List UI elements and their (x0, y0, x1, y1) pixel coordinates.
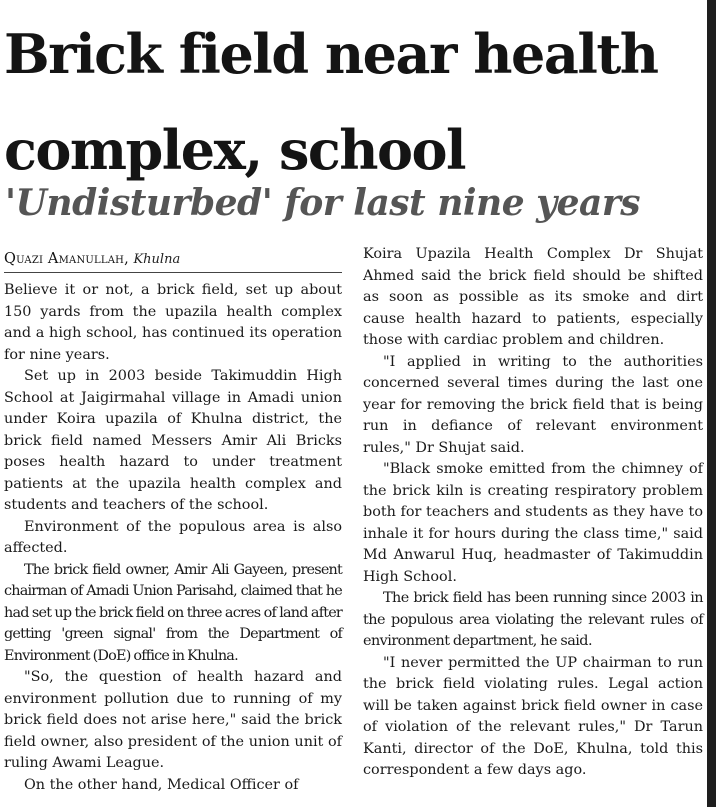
right-paragraph-2: "I applied in writing to the authorities concerned several times during the last one year for removing the brick field that is being run in defiance of relevant environment rules," Dr Shujat said. (363, 353, 703, 456)
left-paragraph-3: Environment of the populous area is also affected. (4, 518, 342, 556)
left-column (4, 246, 342, 796)
headline-line-1: Brick field near health (4, 22, 658, 86)
right-paragraph-5: "I never permitted the UP chairman to run the brick field violating rules. Legal action will be taken against brick field owner in case of violation of the relevant rules," Dr Tarun Kanti, director of the DoE, Khulna, told this correspondent a few days ago. (363, 654, 703, 778)
byline (4, 246, 342, 273)
left-paragraph-5: "So, the question of health hazard and environment pollution due to running of my brick field does not arise here," said the brick field owner, also president of the union unit of ruling Awami League. (4, 669, 342, 771)
right-column (363, 244, 703, 782)
byline-author: Quazi Amanullah, (4, 251, 129, 267)
left-paragraph-1: Believe it or not, a brick field, set up about 150 yards from the upazila health complex and a high school, has continued its operation for nine years. (4, 282, 342, 363)
byline-location: Khulna (133, 252, 181, 267)
headline (4, 6, 707, 198)
right-paragraph-4: The brick field has been running since 2003 in the populous area violating the relevant rules of environment department, he said. (363, 590, 703, 649)
page-edge-border (707, 0, 716, 807)
right-paragraph-3: "Black smoke emitted from the chimney of the brick kiln is creating respiratory problem both for teachers and students as they have to inhale it for hours during the class time," said Md Anwarul Huq, headmaster of Takimuddin High School. (363, 461, 703, 585)
left-paragraph-6: On the other hand, Medical Officer of (24, 776, 299, 793)
right-paragraph-1: Koira Upazila Health Complex Dr Shujat Ahmed said the brick field should be shifted as soon as possible as its smoke and dirt cause health hazard to patients, especially those with cardiac problem and children. (363, 246, 703, 348)
headline-line-2: complex, school (4, 118, 466, 182)
left-paragraph-4: The brick field owner, Amir Ali Gayeen, present chairman of Amadi Union Parisahd, claimed that he had set up the brick field on three acres of land after getting 'green signal' from the Department of Environment (DoE) office in Khulna. (4, 561, 342, 664)
left-paragraph-2: Set up in 2003 beside Takimuddin High School at Jaigirmahal village in Amadi union under Koira upazila of Khulna district, the brick field named Messers Amir Ali Bricks poses health hazard to under treatment patients at the upazila health complex and students and teachers of the school. (4, 368, 342, 513)
subheadline: 'Undisturbed' for last nine years (5, 182, 641, 224)
